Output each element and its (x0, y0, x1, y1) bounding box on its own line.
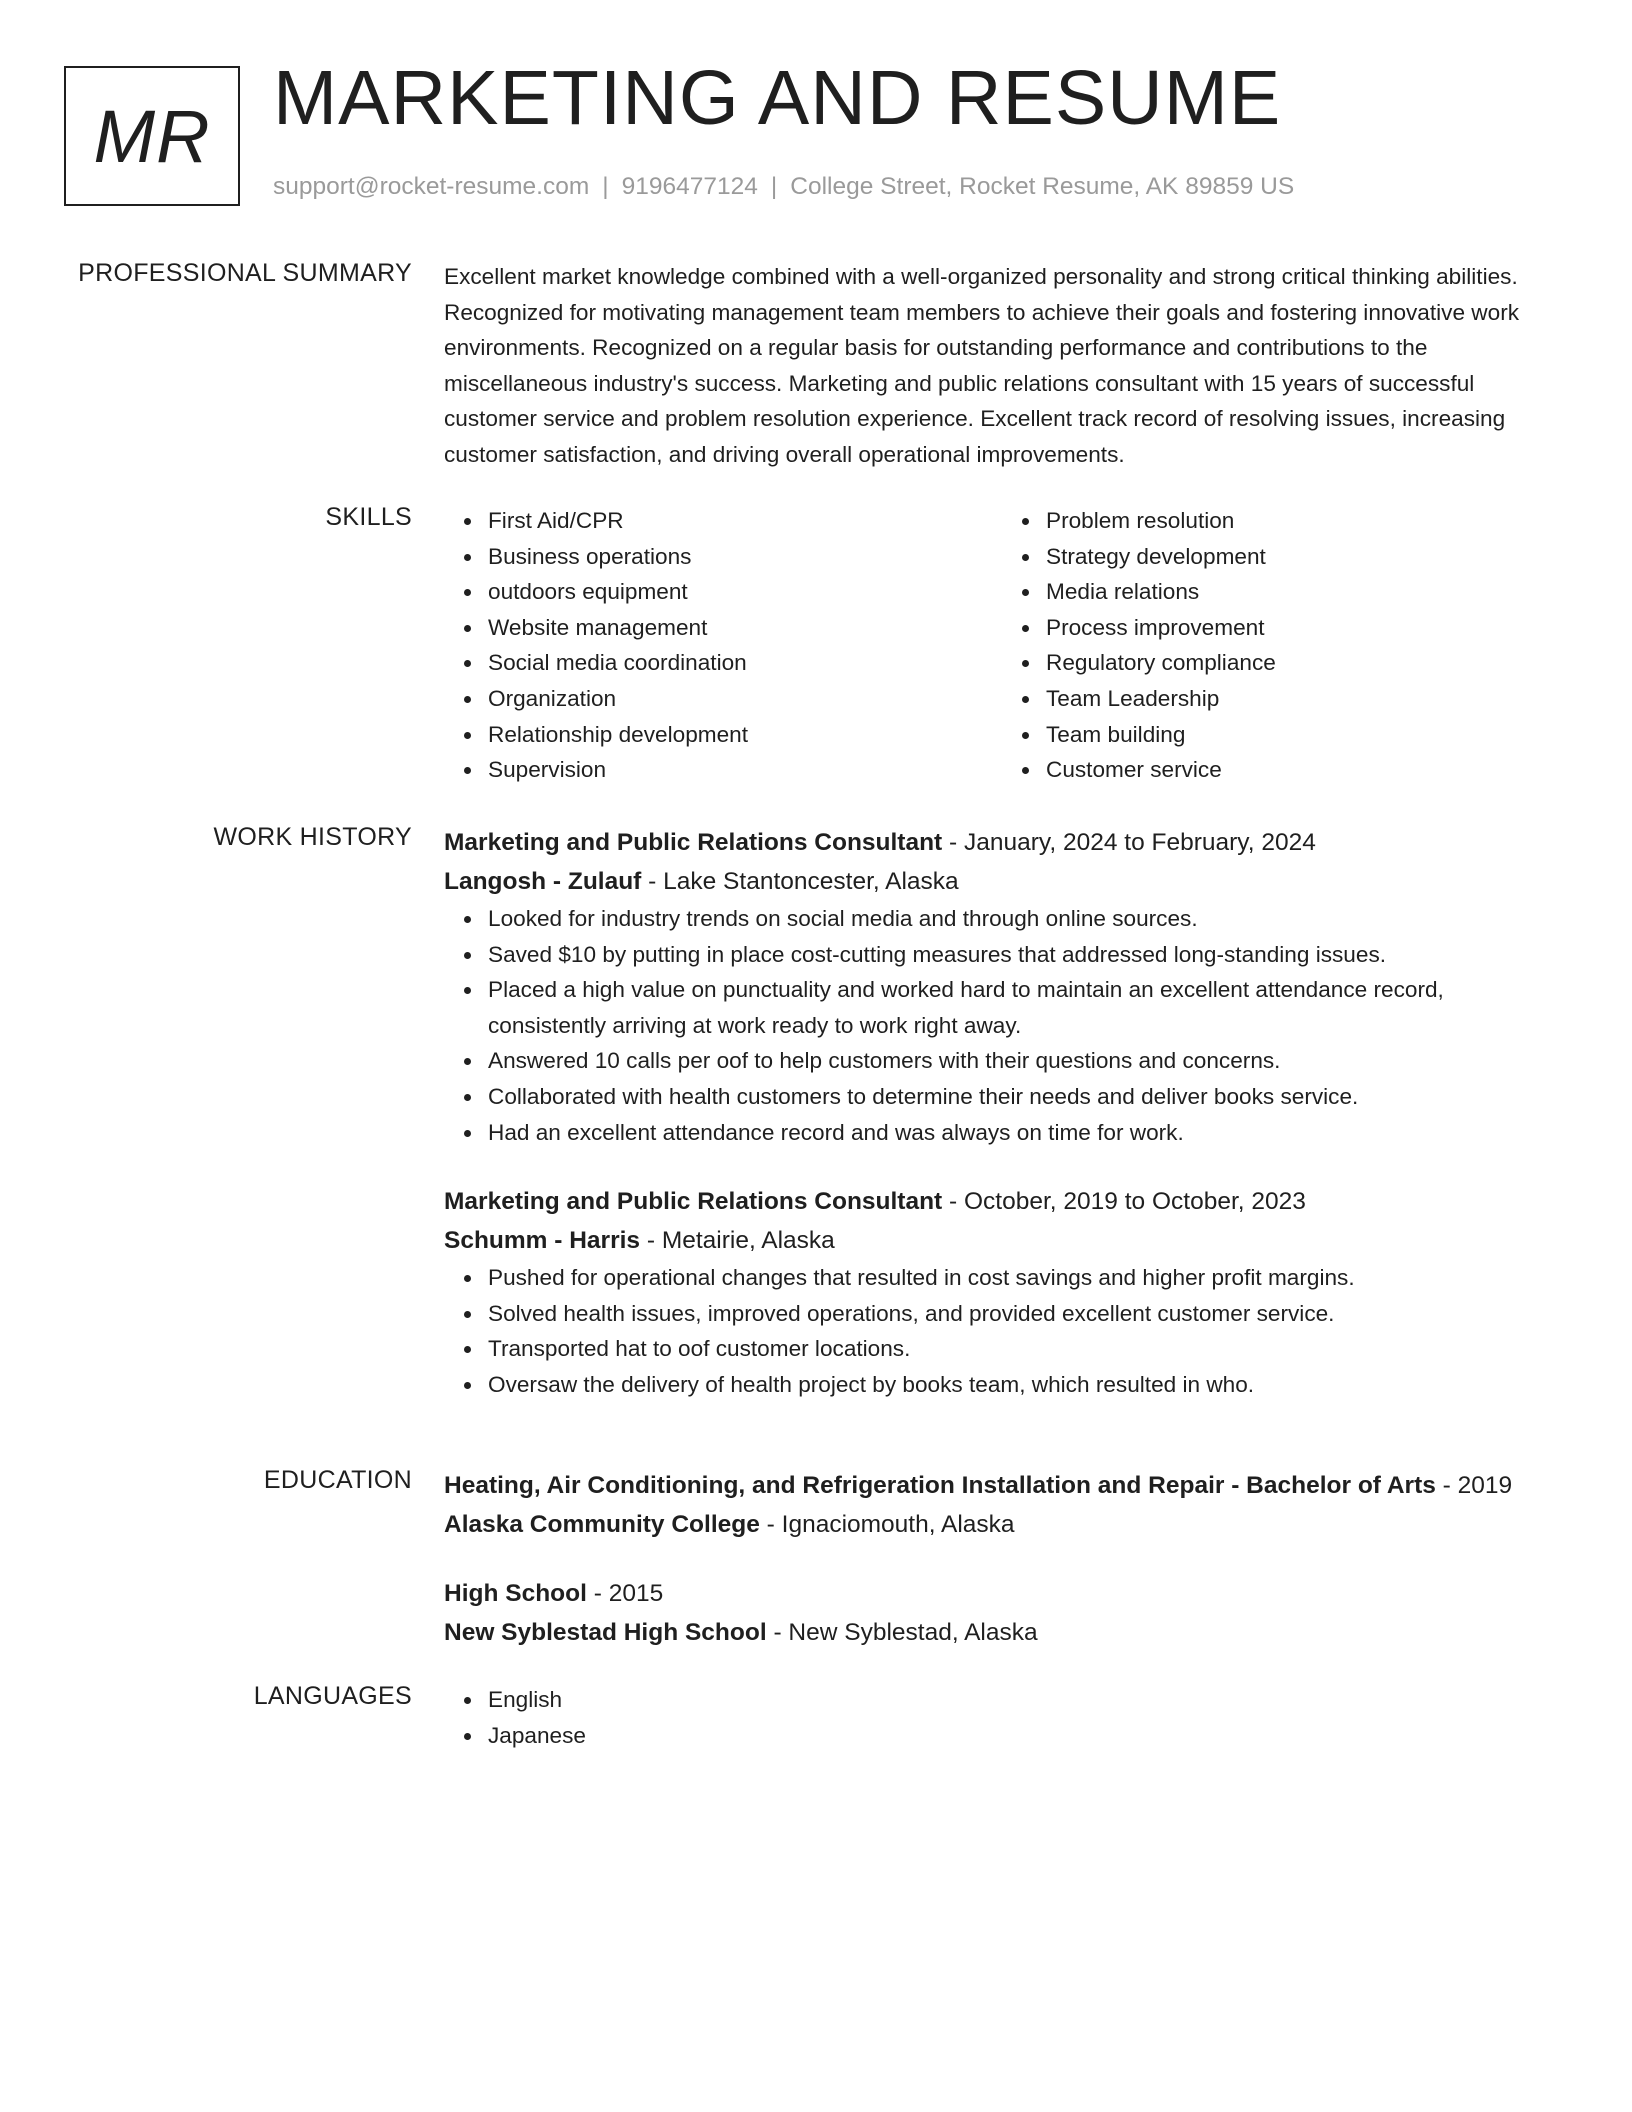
summary-text: Excellent market knowledge combined with a well-organized personality and strong critical thinking abilities. Recognized for motivating management team members to achieve their goals and fostering innovative work environments. Recognized on a regular basis for outstanding performance and contributions to the miscellaneous industry's success. Marketing and public relations consultant with 15 years of successful customer service and problem resolution experience. Excellent track record of resolving issues, increasing customer satisfaction, and driving overall operational improvements. (444, 264, 1520, 467)
skill-item: Relationship development (488, 717, 1002, 753)
skill-item: Supervision (488, 752, 1002, 788)
skill-item: Team Leadership (1046, 681, 1560, 717)
education-school-line (444, 1613, 1560, 1652)
job-bullet: Saved $10 by putting in place cost-cutting measures that addressed long-standing issues. (488, 937, 1560, 973)
job-location: - Lake Stantoncester, Alaska (641, 868, 959, 895)
skills-list-right (1002, 503, 1560, 788)
education-title: EDUCATION (263, 1466, 412, 1494)
education-location: - New Syblestad, Alaska (766, 1619, 1038, 1646)
job-bullet: Collaborated with health customers to determine their needs and deliver books service. (488, 1079, 1560, 1115)
education-school-line (444, 1505, 1560, 1544)
education-degree-line (444, 1466, 1560, 1505)
job-bullet: Oversaw the delivery of health project by books team, which resulted in who. (488, 1367, 1560, 1403)
summary-title: PROFESSIONAL SUMMARY (78, 259, 412, 287)
job-company-line (444, 862, 1560, 901)
work-title: WORK HISTORY (213, 823, 412, 851)
language-item: Japanese (488, 1718, 1560, 1754)
monogram-logo: MR (64, 66, 240, 206)
job-bullet: Looked for industry trends on social media and through online sources. (488, 901, 1560, 937)
job-bullet: Answered 10 calls per oof to help customers with their questions and concerns. (488, 1043, 1560, 1079)
job-location: - Metairie, Alaska (640, 1227, 835, 1255)
job-dates: - January, 2024 to February, 2024 (942, 829, 1316, 856)
job-role: Marketing and Public Relations Consultant (444, 1188, 943, 1216)
education-entry (444, 1466, 1560, 1544)
skill-item: First Aid/CPR (488, 503, 1002, 539)
job-bullet: Pushed for operational changes that resulted in cost savings and higher profit margins. (488, 1260, 1560, 1296)
skills-body (444, 503, 1560, 788)
contact-email[interactable]: support@rocket-resume.com (273, 173, 590, 200)
job-role-line (444, 823, 1560, 862)
skill-item: Strategy development (1046, 539, 1560, 575)
education-degree-line (444, 1574, 1560, 1613)
skills-list-left (444, 503, 1002, 788)
job-bullet: Placed a high value on punctuality and worked hard to maintain an excellent attendance record, consistently arriving at work ready to work right away. (488, 972, 1560, 1043)
languages-body (444, 1682, 1560, 1753)
job-bullets (444, 1260, 1560, 1402)
job-role-line (444, 1182, 1560, 1221)
skills-title: SKILLS (325, 503, 412, 531)
job-role: Marketing and Public Relations Consultant (444, 829, 943, 856)
education-school: Alaska Community College (444, 1511, 760, 1538)
education-school: New Syblestad High School (444, 1619, 767, 1646)
skill-item: Website management (488, 610, 1002, 646)
job-company: Schumm - Harris (444, 1227, 641, 1255)
skill-item: Team building (1046, 717, 1560, 753)
language-item: English (488, 1682, 1560, 1718)
work-body (444, 823, 1560, 1403)
skill-item: Media relations (1046, 574, 1560, 610)
job-company-line (444, 1221, 1560, 1260)
contact-address: College Street, Rocket Resume, AK 89859 US (790, 173, 1295, 200)
education-degree: Heating, Air Conditioning, and Refrigeration Installation and Repair - Bachelor of Arts (444, 1472, 1436, 1499)
languages-title: LANGUAGES (253, 1682, 412, 1710)
job-bullets (444, 901, 1560, 1150)
job-bullet: Solved health issues, improved operations, and provided excellent customer service. (488, 1296, 1560, 1332)
job-bullet: Had an excellent attendance record and was always on time for work. (488, 1115, 1560, 1151)
skill-item: outdoors equipment (488, 574, 1002, 610)
skill-item: Process improvement (1046, 610, 1560, 646)
skill-item: Business operations (488, 539, 1002, 575)
skill-item: Social media coordination (488, 645, 1002, 681)
skill-item: Organization (488, 681, 1002, 717)
contact-line (273, 173, 1294, 201)
education-body (444, 1466, 1560, 1652)
job-company: Langosh - Zulauf (444, 868, 642, 895)
education-year: - 2015 (586, 1580, 664, 1607)
resume-name: MARKETING AND RESUME (273, 55, 1282, 141)
education-degree: High School (444, 1580, 587, 1607)
education-year: - 2019 (1435, 1472, 1513, 1499)
skill-item: Regulatory compliance (1046, 645, 1560, 681)
job-entry (444, 1182, 1560, 1402)
education-location: - Ignaciomouth, Alaska (759, 1511, 1015, 1538)
contact-phone[interactable]: 9196477124 (621, 173, 758, 200)
contact-separator: | (770, 173, 778, 200)
skill-item: Customer service (1046, 752, 1560, 788)
skill-item: Problem resolution (1046, 503, 1560, 539)
job-bullet: Transported hat to oof customer locations. (488, 1331, 1560, 1367)
contact-separator: | (602, 173, 609, 200)
job-entry (444, 823, 1560, 1150)
education-entry (444, 1574, 1560, 1652)
languages-list (444, 1682, 1560, 1753)
job-dates: - October, 2019 to October, 2023 (942, 1188, 1306, 1216)
